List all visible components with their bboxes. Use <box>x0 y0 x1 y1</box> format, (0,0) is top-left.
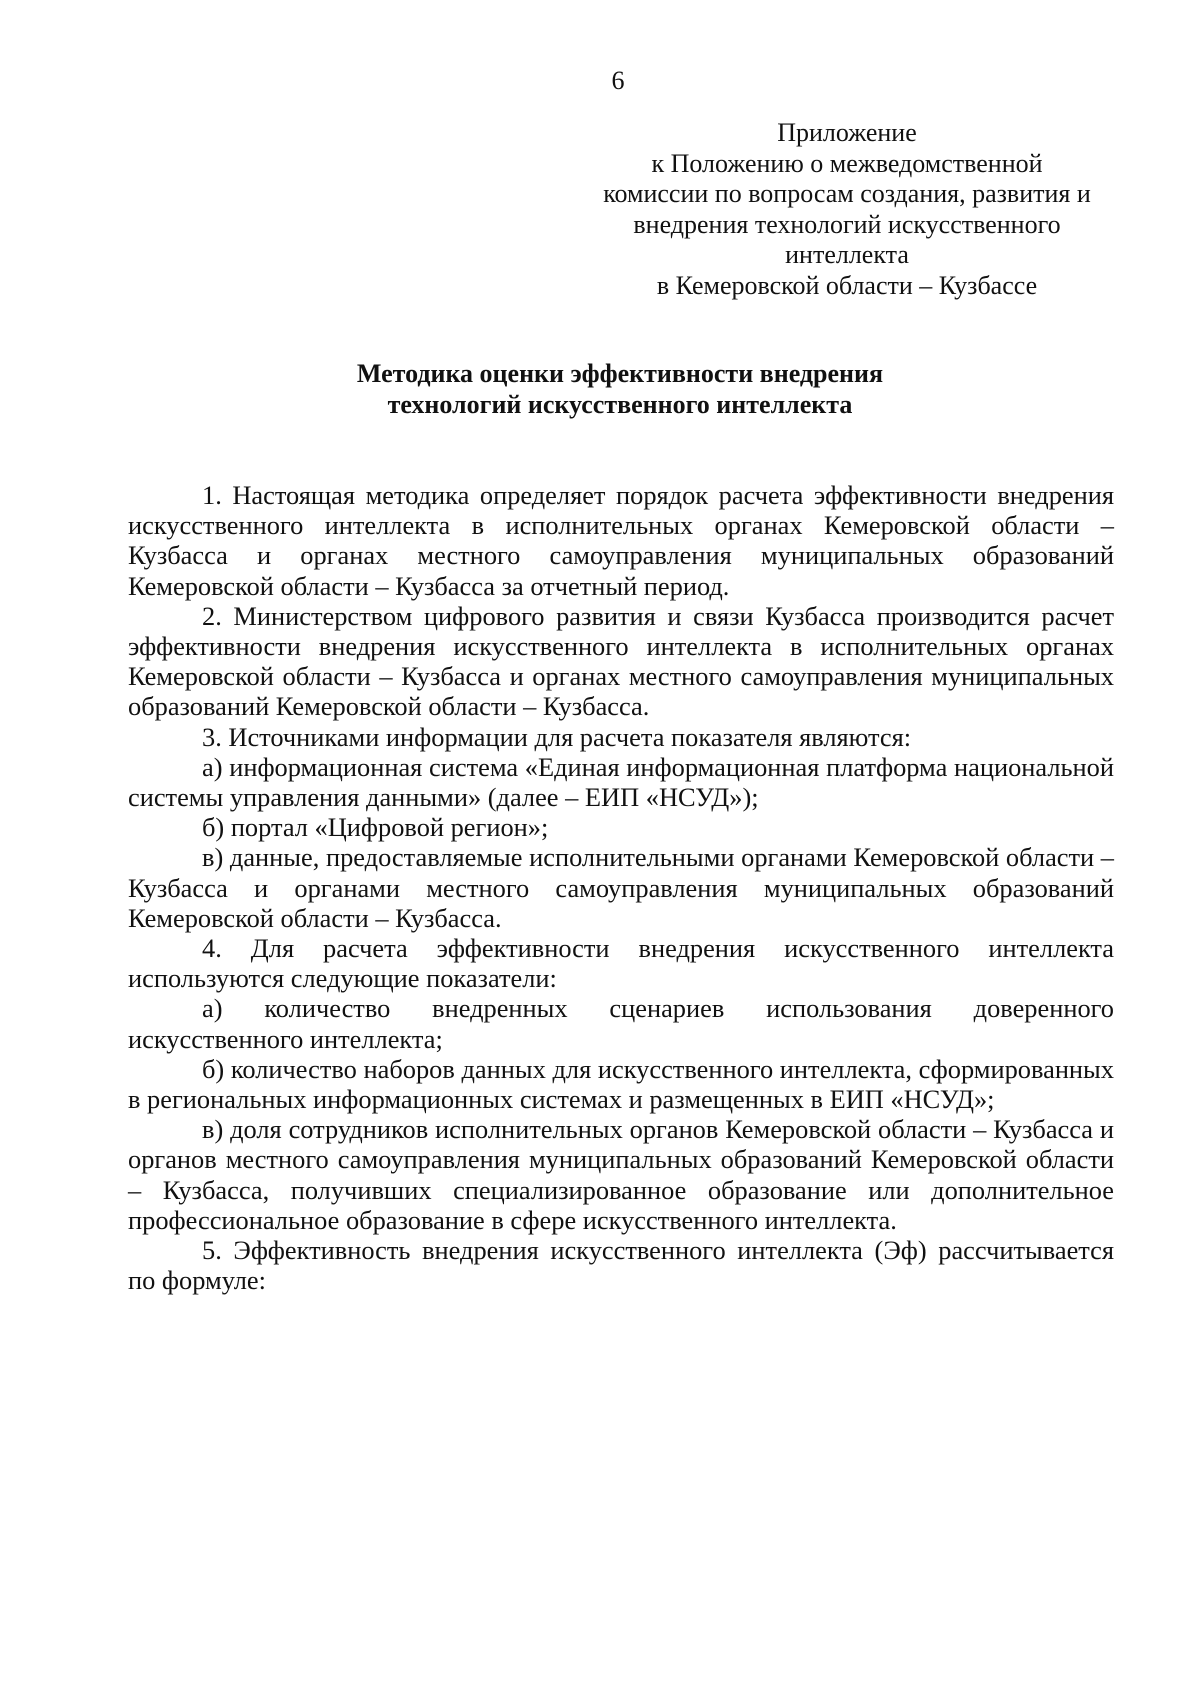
title-line-2: технологий искусственного интеллекта <box>387 390 853 419</box>
appendix-line: к Положению о межведомственной <box>651 148 1043 178</box>
paragraph-4a: а) количество внедренных сценариев использования доверенного искусственного интеллекта; <box>128 993 1114 1054</box>
appendix-header <box>572 118 1122 301</box>
appendix-line: Приложение <box>777 118 917 147</box>
paragraph-4: 4. Для расчета эффективности внедрения искусственного интеллекта используются следующие показатели: <box>128 933 1114 994</box>
title-line-1: Методика оценки эффективности внедрения <box>356 359 884 388</box>
appendix-line: внедрения технологий искусственного <box>633 209 1061 239</box>
appendix-line: в Кемеровской области – Кузбассе <box>656 270 1038 300</box>
paragraph-3a: а) информационная система «Единая информационная платформа национальной системы управления данными» (далее – ЕИП «НСУД»); <box>128 751 1114 813</box>
paragraph-5: 5. Эффективность внедрения искусственного интеллекта (Эф) рассчитывается по формуле: <box>128 1235 1114 1296</box>
appendix-line: комиссии по вопросам создания, развития и <box>603 179 1091 208</box>
paragraph-3c: в) данные, предоставляемые исполнительными органами Кемеровской области – Кузбасса и органами местного самоуправления муниципальных образований Кемеровской области – Кузбасса. <box>128 842 1114 933</box>
paragraph-3b: б) портал «Цифровой регион»; <box>202 812 549 843</box>
document-body <box>128 480 1114 1295</box>
paragraph-4c: в) доля сотрудников исполнительных органов Кемеровской области – Кузбасса и органов местного самоуправления муниципальных образований Кемеровской области – Кузбасса, получивших специализированное образование или дополнительное профессиональное образование в сфере искусственного интеллекта. <box>128 1114 1114 1235</box>
paragraph-1: 1. Настоящая методика определяет порядок расчета эффективности внедрения искусственного интеллекта в исполнительных органах Кемеровской области – Кузбасса и органах местного самоуправления муниципальных образований Кемеровской области – Кузбасса за отчетный период. <box>128 480 1114 601</box>
document-title <box>200 358 1040 420</box>
page-number: 6 <box>611 66 625 95</box>
paragraph-3: 3. Источниками информации для расчета показателя являются: <box>202 721 912 752</box>
paragraph-4b: б) количество наборов данных для искусственного интеллекта, сформированных в региональных информационных системах и размещенных в ЕИП «НСУД»; <box>128 1053 1114 1115</box>
appendix-line: интеллекта <box>785 240 909 269</box>
paragraph-2: 2. Министерством цифрового развития и связи Кузбасса производится расчет эффективности внедрения искусственного интеллекта в исполнительных органах Кемеровской области – Кузбасса и органах местного самоуправления муниципальных образований Кемеровской области – Кузбасса. <box>128 600 1114 722</box>
